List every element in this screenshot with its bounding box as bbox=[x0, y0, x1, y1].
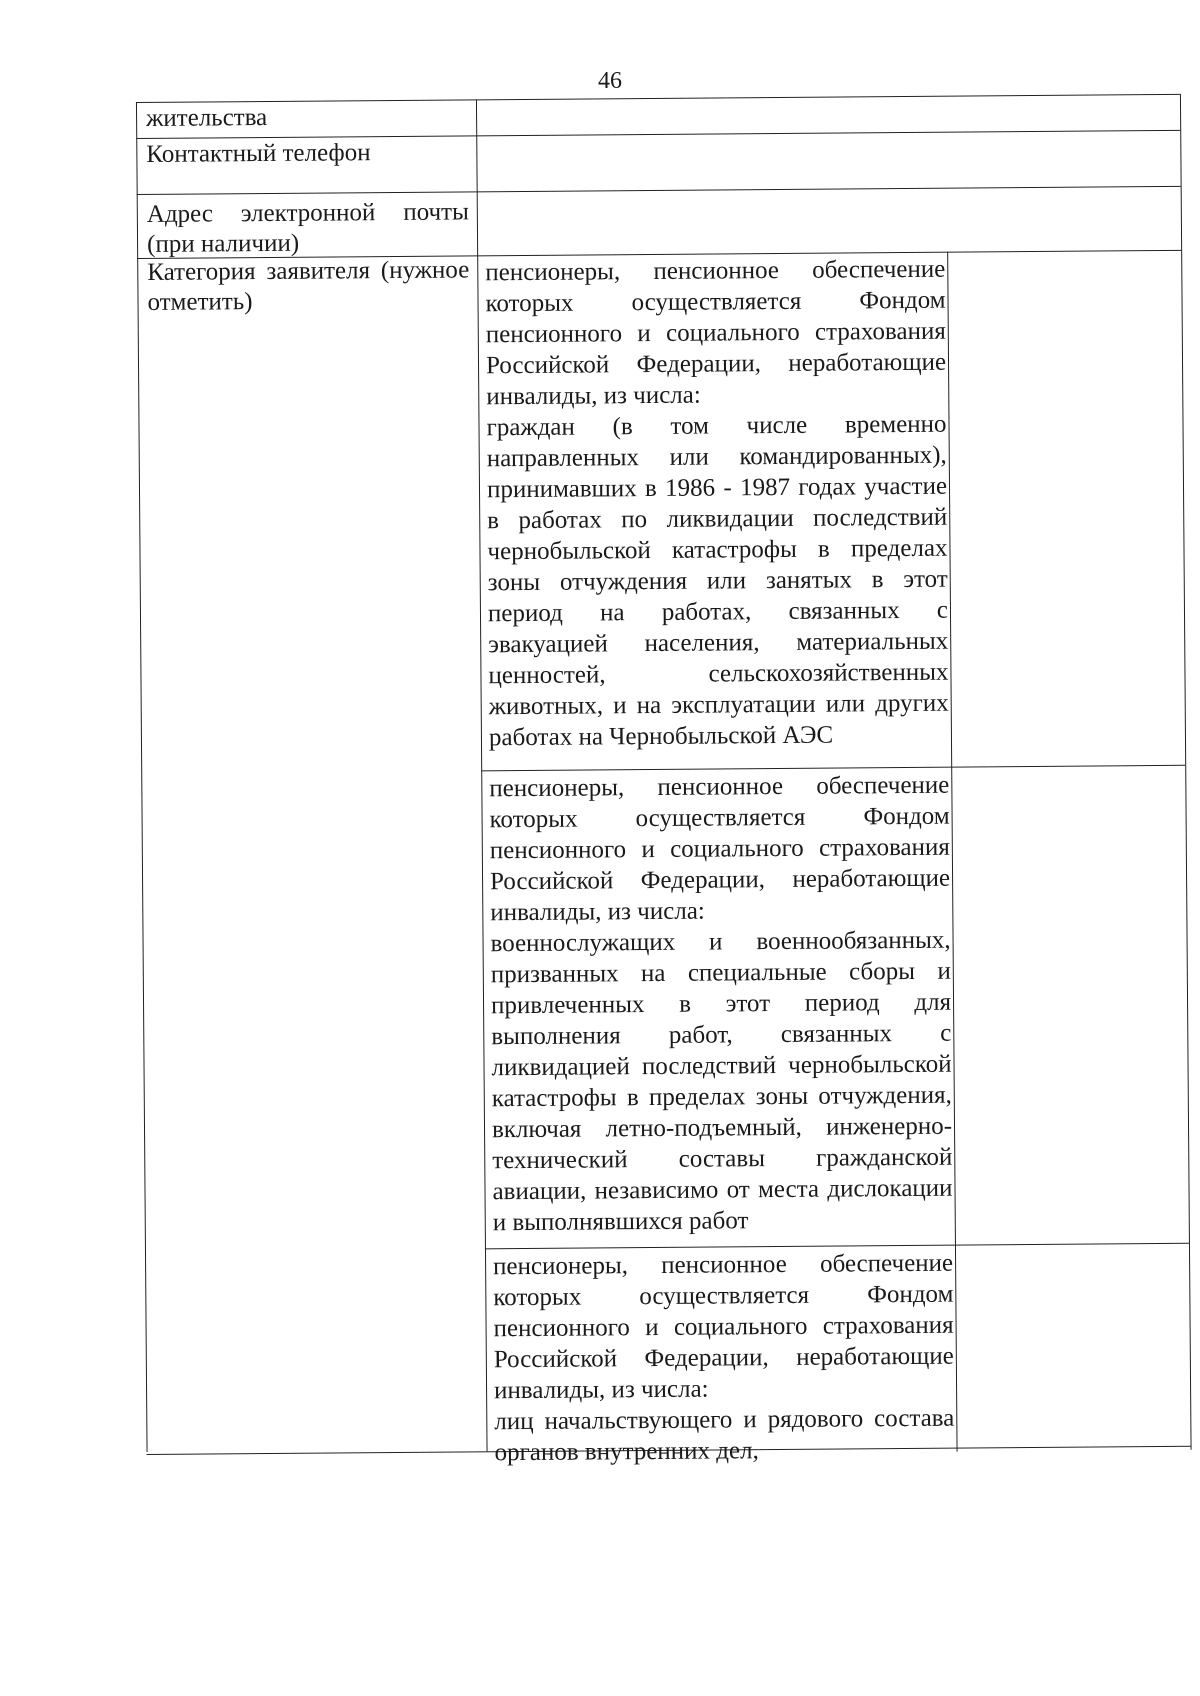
category-option-2 bbox=[489, 770, 953, 1239]
row-label-category: Категория заявителя (нужное отметить) bbox=[147, 256, 470, 316]
category-1-detail: граждан (в том числе временно направленных или командированных), принимавших в 1986 - 1987 годах участие в работах по ликвидации последствий чернобыльской катастрофы в пределах зоны отчуждения или занятых в этот период на работах, связанных с эвакуацией населения, материальных ценностей, сельскохозяйственных животных, и на эксплуатации или других работах на Чернобыльской АЭС bbox=[486, 410, 949, 752]
email-value-field[interactable] bbox=[481, 190, 1179, 253]
category-3-intro: пенсионеры, пенсионное обеспечение которых осуществляется Фондом пенсионного и социального страхования Российской Федерации, неработающие инвалиды, из числа: bbox=[493, 1249, 954, 1405]
category-2-intro: пенсионеры, пенсионное обеспечение которых осуществляется Фондом пенсионного и социального страхования Российской Федерации, неработающие инвалиды, из числа: bbox=[489, 771, 951, 927]
page-number: 46 bbox=[598, 68, 622, 94]
category-3-detail: лиц начальствующего и рядового состава органов внутренних дел, bbox=[494, 1404, 955, 1467]
phone-value-field[interactable] bbox=[480, 132, 1178, 189]
table-left-border bbox=[136, 102, 148, 1452]
category-2-checkbox-cell[interactable] bbox=[955, 768, 1187, 1242]
category-2-detail: военнослужащих и военнообязанных, призванных на специальные сборы и привлеченных в этот период для выполнения работ, связанных с ликвидацией последствий чернобыльской катастрофы в пределах зоны отчуждения, включая летно-подъемный, инженерно-технический составы гражданской авиации, независимо от места дислокации и выполнявшихся работ bbox=[490, 926, 953, 1237]
row-label-phone: Контактный телефон bbox=[146, 139, 371, 168]
row-label-residence: жительства bbox=[145, 104, 268, 132]
category-1-intro: пенсионеры, пенсионное обеспечение которых осуществляется Фондом пенсионного и социального страхования Российской Федерации, неработающие инвалиды, из числа: bbox=[485, 255, 947, 411]
residence-value-field[interactable] bbox=[480, 96, 1178, 133]
category-1-checkbox-cell[interactable] bbox=[951, 254, 1183, 764]
application-form-table bbox=[140, 100, 1192, 1628]
row-label-email: Адрес электронной почты (при наличии) bbox=[146, 198, 469, 258]
category-option-1 bbox=[485, 254, 949, 754]
category-3-checkbox-cell[interactable] bbox=[959, 1246, 1189, 1446]
category-option-3 bbox=[493, 1248, 955, 1469]
